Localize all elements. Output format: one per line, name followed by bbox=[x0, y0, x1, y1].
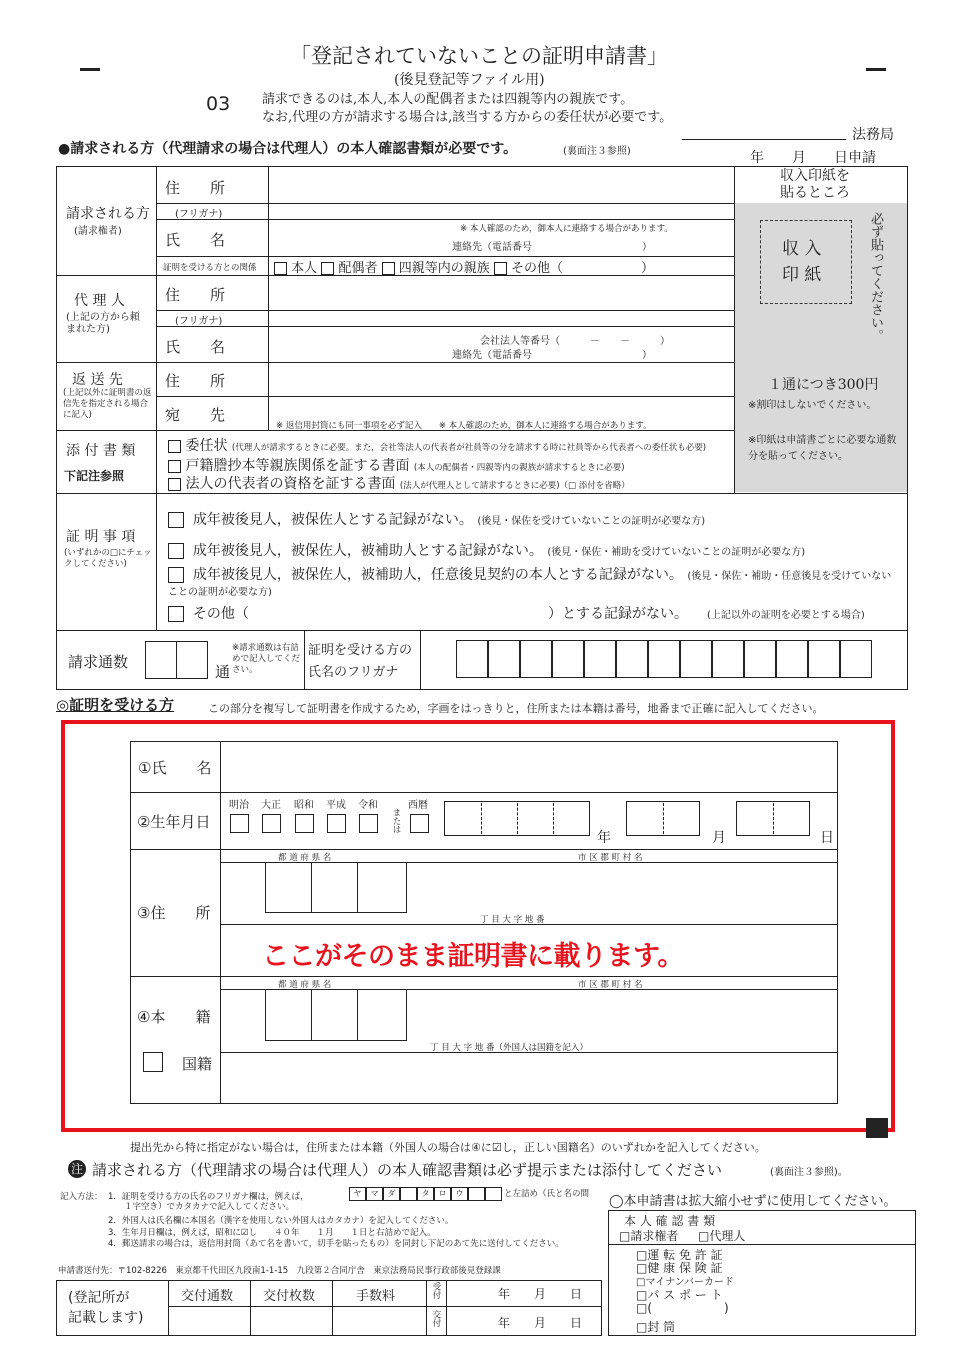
subject-heading: ◎証明を受ける方 bbox=[56, 696, 175, 714]
stamp-vertical-note: 必ず貼ってください。 bbox=[868, 212, 883, 342]
agent-phone-label[interactable]: 連絡先（電話番号 ） bbox=[452, 350, 652, 361]
received-label: 受付 bbox=[431, 1282, 441, 1299]
requester-section-label: 請求される方 bbox=[66, 206, 150, 222]
furigana-boxes[interactable] bbox=[456, 640, 872, 678]
office-use-label: (登記所が 記載します) bbox=[68, 1290, 144, 1326]
agent-name-label: 氏 名 bbox=[165, 338, 226, 356]
subject-name-label: ①氏 名 bbox=[138, 759, 212, 777]
western-checkbox[interactable] bbox=[410, 814, 429, 833]
proof-option-1 bbox=[168, 509, 705, 529]
subject-instruction: この部分を複写して証明書を作成するため，字画をはっきりと，住所または本籍は番号，地番まで正確に記入してください。 bbox=[208, 702, 824, 715]
received-date: 年 月 日 bbox=[498, 1287, 583, 1301]
howto-4: 4．郵送請求の場合は，返信用封筒（あて名を書いて，切手を貼ったもの）を同封し下記のあて先に送付してください。 bbox=[108, 1239, 564, 1249]
stamp-heading: 収入印紙を 貼るところ bbox=[780, 168, 850, 201]
howto-3: 3．生年月日欄は，例えば，昭和に☑し ４０年 １月 １日と右詰めで記入。 bbox=[108, 1228, 436, 1238]
agent-section-label: 代 理 人 bbox=[74, 293, 125, 309]
proof-section-sub: (いずれかの□にチェックしてください) bbox=[64, 548, 152, 569]
count-box-1[interactable] bbox=[145, 641, 177, 679]
sample-char: ウ bbox=[451, 1187, 468, 1201]
requester-address-label: 住 所 bbox=[165, 179, 226, 197]
proof-option-4-end: ）とする記録がない。 bbox=[548, 606, 688, 622]
domicile-pref-boxes[interactable] bbox=[265, 989, 407, 1041]
return-note: ※ 返信用封筒にも同一事項を必ず記入 ※ 本人確認のため，御本人に連絡する場合があります。 bbox=[276, 421, 652, 431]
header-note-1: 請求できるのは,本人,本人の配偶者または四親等内の親族です。 bbox=[262, 92, 634, 107]
relation-spouse-label: 配偶者 bbox=[338, 261, 378, 276]
attach-item-3 bbox=[168, 473, 630, 493]
attach-2-note: (本人の配偶者・四親等内の親族が請求するときに必要) bbox=[413, 463, 625, 473]
nationality-label: 国籍 bbox=[182, 1055, 213, 1073]
sample-char: ダ bbox=[383, 1187, 400, 1201]
attach-3-checkbox[interactable] bbox=[168, 478, 181, 491]
relation-kin-checkbox[interactable] bbox=[382, 262, 395, 275]
issued-date: 年 月 日 bbox=[498, 1316, 583, 1330]
relation-kin-label: 四親等内の親族 bbox=[398, 261, 490, 276]
return-to-label: 宛 先 bbox=[165, 406, 226, 424]
era-label-meiji: 明治 bbox=[229, 800, 249, 811]
proof-3-label: 成年被後見人，被保佐人，被補助人，任意後見契約の本人とする記録がない。 bbox=[192, 567, 683, 583]
no-scale-note: ◯本申請書は拡大縮小せずに使用してください。 bbox=[609, 1194, 897, 1209]
relation-label: 証明を受ける方との関係 bbox=[163, 263, 257, 273]
subject-address-label: ③住 所 bbox=[137, 904, 211, 922]
month-label: 月 bbox=[712, 830, 726, 846]
attach-2-checkbox[interactable] bbox=[168, 460, 181, 473]
id-docs-requester[interactable]: □請求権者 bbox=[619, 1229, 679, 1243]
requester-section-sub: (請求権者) bbox=[74, 226, 122, 237]
id-doc-insurance[interactable]: □健 康 保 険 証 bbox=[636, 1261, 723, 1275]
requester-phone-label[interactable]: 連絡先（電話番号 ） bbox=[452, 242, 652, 253]
stamp-no-discount: ※割印はしないでください。 bbox=[748, 400, 877, 411]
address-block-label: 丁 目 大 字 地 番 bbox=[480, 915, 545, 925]
era-label-reiwa: 令和 bbox=[358, 800, 378, 811]
registration-mark bbox=[866, 68, 886, 71]
furigana-field-label: 証明を受ける方の氏名のフリガナ bbox=[308, 643, 413, 680]
proof-1-checkbox[interactable] bbox=[168, 512, 184, 528]
attach-3-label: 法人の代表者の資格を証する書面 bbox=[185, 476, 396, 492]
issue-count-label: 交付通数 bbox=[181, 1289, 234, 1304]
domicile-city-label: 市 区 郡 町 村 名 bbox=[578, 980, 643, 990]
stamp-per-request: ※印紙は申請書ごとに必要な通数分を貼ってください。 bbox=[748, 435, 897, 462]
attachments-section-sub: 下記注参照 bbox=[64, 469, 125, 483]
proof-3-note: (後見・保佐・補助・任意後見を受けていないことの証明が必要な方) bbox=[168, 571, 892, 598]
proof-2-checkbox[interactable] bbox=[168, 543, 184, 559]
relation-spouse-checkbox[interactable] bbox=[321, 262, 334, 275]
relation-other-label: その他（ ） bbox=[511, 261, 655, 276]
id-required-ref: (裏面注３参照) bbox=[563, 146, 631, 157]
proof-4-checkbox[interactable] bbox=[168, 606, 184, 622]
proof-4-note: (上記以外の証明を必要とする場合) bbox=[707, 610, 865, 621]
sample-char: マ bbox=[366, 1187, 383, 1201]
count-note: ※請求通数は右詰めで記入してください。 bbox=[232, 643, 301, 675]
howto-2: 2．外国人は氏名欄に本国名（漢字を使用しない外国人はカタカナ）を記入してください。 bbox=[108, 1216, 454, 1226]
attachments-section-label: 添 付 書 類 bbox=[66, 443, 136, 459]
certificate-notice-stamp: ここがそのまま証明書に載ります。 bbox=[262, 941, 684, 972]
requester-furigana-label: (フリガナ) bbox=[175, 209, 223, 220]
attach-2-label: 戸籍謄抄本等親族関係を証する書面 bbox=[185, 458, 410, 474]
proof-4-label: その他（ bbox=[192, 606, 249, 622]
attach-3-note: (法人が代理人として請求するときに必要)（□ 添付を省略） bbox=[399, 481, 630, 491]
attach-item-2 bbox=[168, 455, 625, 475]
subject-dob-label: ②生年月日 bbox=[137, 813, 211, 831]
proof-option-3 bbox=[168, 567, 898, 600]
era-meiji-checkbox[interactable] bbox=[230, 814, 249, 833]
form-title: 「登記されていないことの証明申請書」 bbox=[290, 44, 668, 68]
proof-option-4 bbox=[168, 603, 249, 623]
sample-char: ヤ bbox=[349, 1187, 366, 1201]
attach-1-note: (代理人が請求するときに必要。また，会社等法人の代表者が社員等の分を請求する時に社員等から代表者への委任状も必要) bbox=[231, 443, 707, 453]
era-reiwa-checkbox[interactable] bbox=[359, 814, 378, 833]
relation-options bbox=[274, 257, 654, 276]
proof-section-label: 証 明 事 項 bbox=[66, 529, 136, 545]
note-mark: 注 bbox=[68, 1160, 86, 1178]
id-docs-title: 本 人 確 認 書 類 bbox=[624, 1214, 716, 1228]
agent-section-sub: (上記の方から頼まれた方) bbox=[66, 312, 140, 335]
agent-furigana-label: (フリガナ) bbox=[175, 316, 223, 327]
era-showa-checkbox[interactable] bbox=[295, 814, 314, 833]
year-label: 年 bbox=[597, 830, 611, 846]
bureau-label: 法務局 bbox=[852, 127, 894, 143]
count-label: 請求通数 bbox=[68, 653, 129, 671]
return-section-label: 返 送 先 bbox=[72, 372, 123, 388]
domicile-block-label: 丁 目 大 字 地 番（外国人は国籍を記入） bbox=[430, 1043, 589, 1053]
proof-1-label: 成年被後見人，被保佐人とする記録がない。 bbox=[192, 512, 473, 528]
proof-2-label: 成年被後見人，被保佐人，被補助人とする記録がない。 bbox=[192, 543, 543, 559]
id-notice: 請求される方（代理請求の場合は代理人）の本人確認書類は必ず提示または添付してください bbox=[92, 1161, 723, 1179]
id-doc-passport[interactable]: □パ ス ポ ー ト bbox=[636, 1288, 723, 1302]
agent-address-label: 住 所 bbox=[165, 286, 226, 304]
id-notice-ref: (裏面注３参照)。 bbox=[770, 1167, 848, 1178]
or-label: または bbox=[391, 808, 401, 834]
howto-label: 記入方法： bbox=[60, 1192, 103, 1202]
attach-1-label: 委任状 bbox=[185, 438, 228, 454]
issue-sheets-label: 交付枚数 bbox=[263, 1289, 316, 1304]
return-address-label: 住 所 bbox=[165, 372, 226, 390]
agent-corp-number[interactable]: 会社法人等番号（ － － ） bbox=[480, 336, 670, 347]
address-pref-boxes[interactable] bbox=[265, 862, 407, 913]
era-label-heisei: 平成 bbox=[326, 800, 346, 811]
submission-note: 提出先から特に指定がない場合は，住所または本籍（外国人の場合は④に☑し，正しい国籍名）のいずれかを記入してください。 bbox=[130, 1141, 766, 1154]
attach-1-checkbox[interactable] bbox=[168, 440, 181, 453]
address-city-label: 市 区 郡 町 村 名 bbox=[578, 853, 643, 863]
count-box-2[interactable] bbox=[176, 641, 208, 679]
proof-1-note: (後見・保佐を受けていないことの証明が必要な方) bbox=[477, 516, 706, 527]
relation-self-label: 本人 bbox=[291, 261, 318, 276]
requester-name-label: 氏 名 bbox=[165, 231, 226, 249]
fee-label: 手数料 bbox=[356, 1289, 396, 1304]
requester-contact-note: ※ 本人確認のため，御本人に連絡する場合があります。 bbox=[460, 224, 673, 234]
era-heisei-checkbox[interactable] bbox=[327, 814, 346, 833]
header-note-2: なお,代理の方が請求する場合は,該当する方からの委任状が必要です。 bbox=[262, 110, 673, 125]
send-to-address: 申請書送付先：〒102-8226 東京都千代田区九段南1-1-15 九段第２合同庁舎 東京法務局民事行政部後見登録課 bbox=[58, 1266, 501, 1276]
era-taisho-checkbox[interactable] bbox=[262, 814, 281, 833]
proof-2-note: (後見・保佐・補助を受けていないことの証明が必要な方) bbox=[547, 547, 806, 558]
relation-other-checkbox[interactable] bbox=[494, 262, 507, 275]
subject-domicile-label: ④本 籍 bbox=[137, 1008, 211, 1026]
western-label: 西暦 bbox=[408, 800, 428, 811]
relation-self-checkbox[interactable] bbox=[274, 262, 287, 275]
registration-mark bbox=[80, 68, 100, 71]
id-doc-mynumber[interactable]: □マイナンバーカード bbox=[636, 1277, 734, 1288]
attach-item-1 bbox=[168, 435, 706, 455]
id-doc-envelope[interactable]: □封 筒 bbox=[636, 1320, 676, 1334]
sample-char: ロ bbox=[434, 1187, 451, 1201]
id-doc-license[interactable]: □運 転 免 許 証 bbox=[636, 1248, 723, 1262]
nationality-checkbox[interactable] bbox=[143, 1052, 163, 1072]
address-pref-label: 都 道 府 県 名 bbox=[278, 853, 332, 863]
stamp-price: １通につき300円 bbox=[768, 377, 879, 393]
era-label-taisho: 大正 bbox=[261, 800, 281, 811]
form-subtitle: (後見登記等ファイル用) bbox=[394, 72, 545, 88]
howto-1: 1．証明を受ける方の氏名のフリガナ欄は，例えば， bbox=[108, 1192, 309, 1202]
count-unit: 通 bbox=[215, 663, 231, 681]
id-docs-agent[interactable]: □代理人 bbox=[698, 1229, 746, 1243]
registration-mark bbox=[866, 1118, 888, 1138]
day-label: 日 bbox=[820, 830, 834, 846]
proof-3-checkbox[interactable] bbox=[168, 567, 184, 583]
sample-char: タ bbox=[417, 1187, 434, 1201]
stamp-box-label: 収 入 印 紙 bbox=[782, 239, 822, 285]
application-date[interactable]: 年 月 日申請 bbox=[750, 150, 876, 166]
era-label-showa: 昭和 bbox=[294, 800, 314, 811]
howto-1b: と左詰め（氏と名の間１字空き）でカタカナで記入してください。 bbox=[124, 1189, 590, 1212]
form-number: 03 bbox=[206, 93, 231, 115]
domicile-pref-label: 都 道 府 県 名 bbox=[278, 980, 332, 990]
return-section-sub: (上記以外に証明書の返信先を指定される場合に記入) bbox=[63, 388, 152, 420]
proof-option-2 bbox=[168, 540, 805, 560]
issued-label: 交付 bbox=[431, 1310, 441, 1327]
id-required-note: ●請求される方（代理請求の場合は代理人）の本人確認書類が必要です。 bbox=[58, 141, 518, 157]
id-doc-other[interactable]: □( ) bbox=[636, 1301, 729, 1315]
